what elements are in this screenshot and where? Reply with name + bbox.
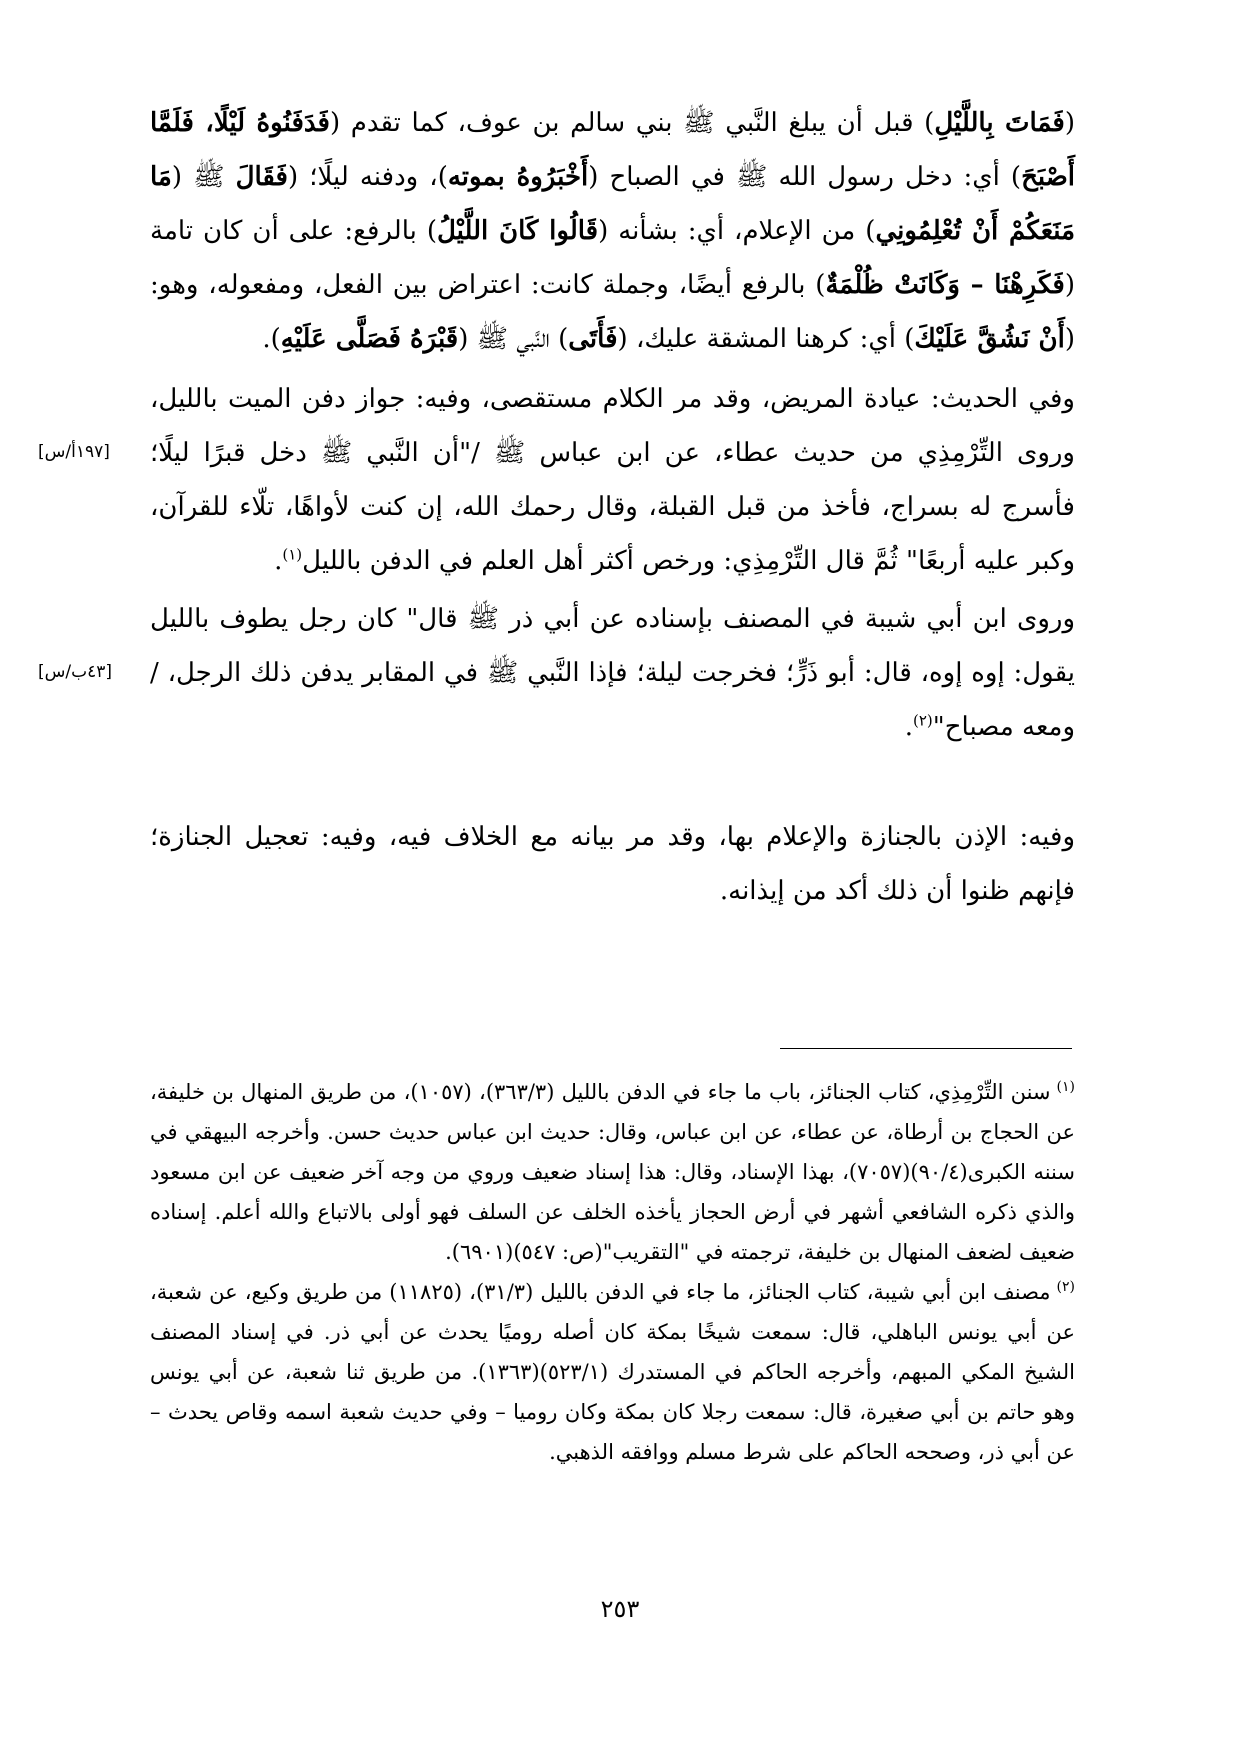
footnote-number: (٢) bbox=[1056, 1279, 1076, 1295]
commentary-text: ( bbox=[1064, 108, 1076, 138]
footnote-ref: (١) bbox=[282, 545, 303, 564]
commentary-text: ) بالرفع: على أن كان تامة ( bbox=[150, 216, 1075, 300]
commentary-text: ) أي: كرهنا المشقة عليك، ( bbox=[617, 324, 915, 354]
margin-marker: [١٩٧أ/س] bbox=[38, 442, 110, 462]
commentary-text: ) بالرفع أيضًا، وجملة كانت: اعتراض بين الفعل، ومفعوله، وهو: ( bbox=[150, 270, 1075, 354]
commentary-text: ) من الإعلام، أي: بشأنه ( bbox=[598, 216, 876, 246]
quoted-hadith-text: أَخْبَرُوهُ بموته bbox=[447, 162, 589, 192]
commentary-text: وفي الحديث: عيادة المريض، وقد مر الكلام مستقصى، وفيه: جواز دفن الميت بالليل، وروى التِّرْمِذِي من حديث عطاء، عن ابن عباس ﷺ /"أن النَّبي ﷺ دخل قبرًا ليلًا؛ فأسرج له بسراج، فأخذ من قبل القبلة، وقال رحمك الله، إن كنت لأواهًا، تلّاء للقرآن، وكبر عليه أربعًا" ثُمَّ قال التِّرْمِذِي: ورخص أكثر أهل العلم في الدفن بالليل bbox=[150, 384, 1075, 576]
commentary-text: ) قبل أن يبلغ النَّبي ﷺ بني سالم بن عوف، كما تقدم ( bbox=[329, 108, 935, 138]
commentary-text: وفيه: الإذن بالجنازة والإعلام بها، وقد مر بيانه مع الخلاف فيه، وفيه: تعجيل الجنازة؛ فإنهم ظنوا أن ذلك أكد من إيذانه. bbox=[150, 822, 1075, 906]
quoted-hadith-text: قَالُوا كَانَ اللَّيْلُ bbox=[436, 216, 599, 246]
quoted-hadith-text: فَكَرِهْنَا – وَكَانَتْ ظُلْمَةٌ bbox=[825, 270, 1065, 300]
quoted-hadith-text: أَنْ نَشُقَّ عَلَيْكَ bbox=[914, 324, 1065, 354]
footnote-1 bbox=[150, 1072, 1075, 1272]
quoted-hadith-text: فَمَاتَ بِاللَّيْلِ bbox=[934, 108, 1065, 138]
paragraph-1 bbox=[150, 96, 1075, 366]
commentary-text: ) النَّبي ﷺ ( bbox=[458, 324, 569, 354]
quoted-hadith-text: فَأَتَى bbox=[568, 324, 618, 354]
commentary-text: )، ودفنه ليلًا؛ ( bbox=[288, 162, 448, 192]
commentary-text: . bbox=[904, 712, 913, 742]
quoted-hadith-text: مَا مَنَعَكُمْ أَنْ تُعْلِمُونِي bbox=[150, 162, 1076, 246]
quoted-hadith-text: قَبْرَهُ فَصَلَّى عَلَيْهِ bbox=[280, 324, 459, 354]
footnote-separator bbox=[780, 1048, 1072, 1049]
footnote-ref: (٢) bbox=[913, 711, 933, 730]
paragraph-2 bbox=[150, 372, 1075, 588]
footnote-text: سنن التِّرْمِذِي، كتاب الجنائز، باب ما جاء في الدفن بالليل (٣٦٣/٣)، (١٠٥٧)، من طريق المنهال بن خليفة، عن الحجاج بن أرطاة، عن عطاء، عن ابن عباس، وقال: حديث ابن عباس حديث حسن. وأخرجه البيهقي في سننه الكبرى(٩٠/٤)(٧٠٥٧)، بهذا الإسناد، وقال: هذا إسناد ضعيف وروي من وجه آخر ضعيف عن ابن مسعود والذي ذكره الشافعي أشهر في أرض الحجاز يأخذه الخلف عن السلف فهو أولى بالاتباع والله أعلم. إسناده ضعيف لضعف المنهال بن خليفة، ترجمته في "التقريب"(ص: ٥٤٧)(٦٩٠١). bbox=[150, 1080, 1075, 1264]
paragraph-3 bbox=[150, 592, 1075, 754]
quoted-hadith-text: فَقَالَ bbox=[235, 162, 288, 192]
page-number: ٢٥٣ bbox=[600, 1595, 640, 1623]
commentary-text: . bbox=[274, 546, 283, 576]
commentary-text: ). bbox=[262, 324, 281, 354]
commentary-text: وروى ابن أبي شيبة في المصنف بإسناده عن أبي ذر ﷺ قال" كان رجل يطوف بالليل يقول: إوه إوه، قال: أبو ذَرٍّ؛ فخرجت ليلة؛ فإذا النَّبي ﷺ في المقابر يدفن ذلك الرجل، /ومعه مصباح" bbox=[150, 604, 1075, 742]
footnote-2 bbox=[150, 1272, 1075, 1472]
margin-marker: [٤٣ب/س] bbox=[38, 662, 113, 682]
footnote-text: مصنف ابن أبي شيبة، كتاب الجنائز، ما جاء في الدفن بالليل (٣١/٣)، (١١٨٢٥) من طريق وكيع، عن شعبة، عن أبي يونس الباهلي، قال: سمعت شيخًا بمكة كان أصله روميًا يحدث عن أبي ذر. في إسناد المصنف الشيخ المكي المبهم، وأخرجه الحاكم في المستدرك (٥٢٣/١)(١٣٦٣). من طريق ثنا شعبة، عن أبي يونس وهو حاتم بن أبي صغيرة، قال: سمعت رجلا كان بمكة وكان روميا – وفي حديث شعبة اسمه وقاص يحدث – عن أبي ذر، وصححه الحاكم على شرط مسلم ووافقه الذهبي. bbox=[150, 1280, 1075, 1464]
quoted-hadith-text: فَدَفَنُوهُ لَيْلًا، فَلَمَّا أَصْبَحَ bbox=[150, 108, 1075, 192]
commentary-text: ) أي: دخل رسول الله ﷺ في الصباح ( bbox=[588, 162, 1022, 192]
paragraph-4 bbox=[150, 810, 1075, 918]
commentary-text: ﷺ ( bbox=[171, 162, 236, 192]
footnote-number: (١) bbox=[1056, 1079, 1075, 1095]
